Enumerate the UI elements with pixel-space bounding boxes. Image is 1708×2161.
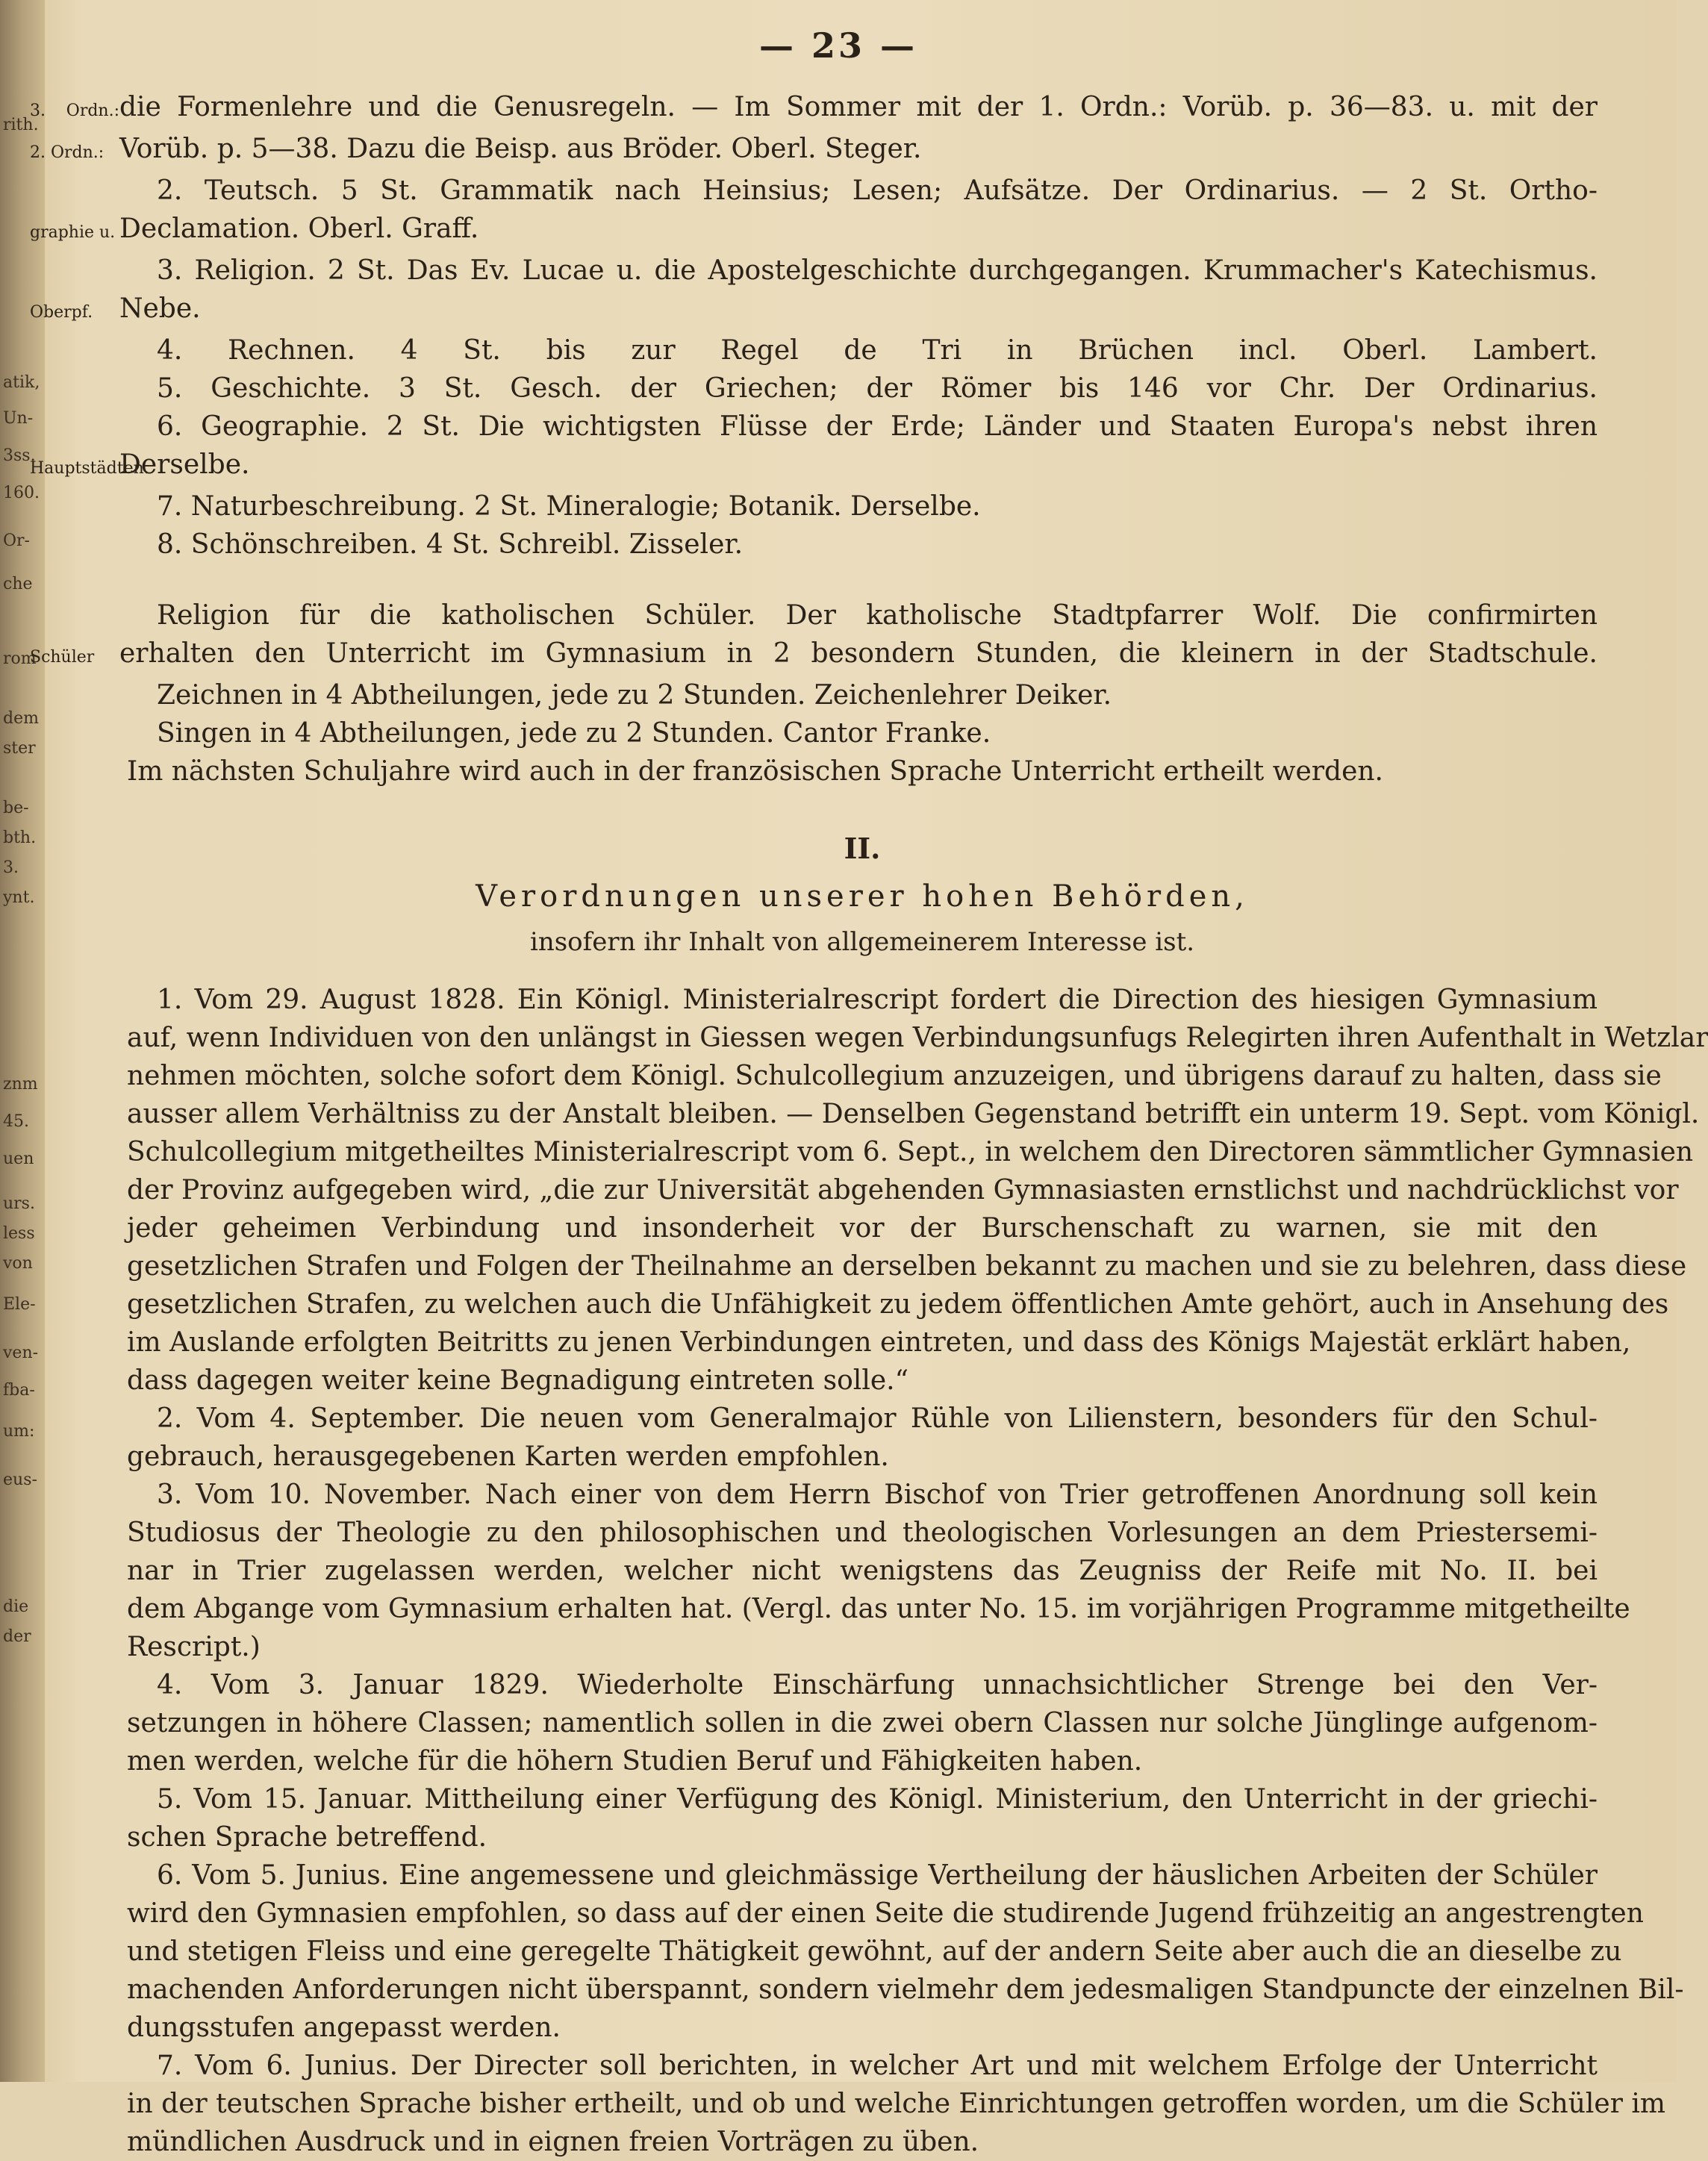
line-text: men werden, welche für die höhern Studien Beruf und Fähigkeiten haben. — [127, 1746, 1143, 1777]
line-text: in der teutschen Sprache bisher ertheilt, und ob und welche Einrichtungen getroffen worden, um die Schüler im — [127, 2089, 1666, 2119]
line-text: Nebe. — [119, 293, 201, 324]
line-text: ausser allem Verhältniss zu der Anstalt bleiben. — Denselben Gegenstand betrifft ein unterm 19. Sept. vom Königl. — [127, 1099, 1700, 1129]
margin-note: urs. — [3, 1194, 35, 1213]
text-line — [127, 2047, 1598, 2085]
text-line — [127, 1856, 1598, 1895]
extra-lessons-block — [30, 596, 1598, 791]
margin-note: 160. — [3, 484, 40, 502]
line-text: 1. Vom 29. August 1828. Ein Königl. Ministerialrescript fordert die Direction des hiesigen Gymnasium — [157, 985, 1598, 1015]
margin-note: um: — [3, 1422, 35, 1441]
line-text: Studiosus der Theologie zu den philosophischen und theologischen Vorlesungen an dem Priestersemi- — [127, 1518, 1598, 1548]
text-line — [127, 408, 1598, 446]
line-text: 5. Vom 15. Januar. Mittheilung einer Verfügung des Königl. Ministerium, den Unterricht in der griechi- — [157, 1784, 1598, 1815]
text-line — [127, 1171, 1679, 1209]
line-text: 2. Teutsch. 5 St. Grammatik nach Heinsius; Lesen; Aufsätze. Der Ordinarius. — 2 St. Ortho- — [157, 175, 1598, 206]
line-margin-label: Oberpf. — [30, 303, 93, 322]
line-text: mündlichen Ausdruck und in eignen freien Vorträgen zu üben. — [127, 2127, 979, 2157]
line-text: auf, wenn Individuen von den unlängst in Giessen wegen Verbindungsunfugs Relegirten ihren Aufenthalt in Wetzlar — [127, 1023, 1708, 1053]
line-text: gesetzlichen Strafen und Folgen der Theilnahme an derselben bekannt zu machen und sie zu belehren, dass diese — [127, 1251, 1687, 1282]
text-line — [127, 1780, 1598, 1818]
line-text: setzungen in höhere Classen; namentlich sollen in die zwei obern Classen nur solche Jünglinge aufgenom- — [127, 1708, 1598, 1739]
text-line — [127, 1628, 1598, 1666]
lesson-plan-block — [30, 88, 1598, 564]
text-line — [127, 1476, 1598, 1514]
line-text: Singen in 4 Abtheilungen, jede zu 2 Stunden. Cantor Franke. — [157, 718, 991, 749]
text-line — [127, 487, 1598, 526]
margin-note: rom — [3, 649, 37, 668]
text-line — [127, 1552, 1598, 1590]
section-title: Verordnungen unserer hohen Behörden, — [476, 879, 1249, 914]
line-text: gebrauch, herausgegebenen Karten werden empfohlen. — [127, 1441, 889, 1472]
margin-note: der — [3, 1627, 31, 1646]
margin-note: Un- — [3, 409, 34, 428]
text-line — [127, 1400, 1598, 1438]
line-text: Religion für die katholischen Schüler. Der katholische Stadtpfarrer Wolf. Die confirmirten — [157, 600, 1598, 631]
decrees-block — [127, 981, 1708, 2161]
text-line — [127, 1247, 1687, 1285]
text-line — [127, 1895, 1644, 1933]
page-number: — 23 — — [758, 25, 918, 66]
line-text: machenden Anforderungen nicht überspannt, sondern vielmehr dem jedesmaligen Standpuncte der einzelnen Bil- — [127, 1974, 1684, 2005]
text-line — [127, 596, 1598, 634]
text-line — [127, 1133, 1694, 1171]
text-line — [127, 1704, 1598, 1742]
line-text: Derselbe. — [119, 449, 250, 480]
line-text: erhalten den Unterricht im Gymnasium in 2 besondern Stunden, die kleinern in der Stadtschule. — [119, 638, 1598, 669]
line-text: Zeichnen in 4 Abtheilungen, jede zu 2 Stunden. Zeichenlehrer Deiker. — [157, 680, 1112, 711]
line-margin-label: 3. Ordn.: — [30, 102, 119, 120]
text-line — [127, 2009, 1598, 2047]
text-line — [127, 1209, 1598, 1247]
margin-note: 3. — [3, 858, 19, 877]
line-margin-label: Hauptstädten. — [30, 459, 149, 478]
margin-note: rith. — [3, 116, 39, 134]
text-line — [30, 130, 1598, 172]
line-text: 3. Vom 10. November. Nach einer von dem Herrn Bischof von Trier getroffenen Anordnung soll kein — [157, 1479, 1598, 1510]
line-text: Vorüb. p. 5—38. Dazu die Beisp. aus Bröder. Oberl. Steger. — [119, 134, 922, 164]
text-line — [127, 1818, 1598, 1856]
line-text: nehmen möchten, solche sofort dem Königl. Schulcollegium anzuzeigen, und übrigens darauf zu halten, dass sie — [127, 1061, 1662, 1091]
text-line — [127, 1971, 1684, 2009]
line-text: der Provinz aufgegeben wird, „die zur Universität abgehenden Gymnasiasten ernstlichst und nachdrücklichst vor — [127, 1175, 1679, 1206]
text-line — [127, 526, 1598, 564]
text-line — [30, 446, 1598, 487]
margin-note: die — [3, 1597, 29, 1616]
margin-note: che — [3, 575, 33, 593]
text-line — [127, 252, 1598, 290]
margin-note: Ele- — [3, 1295, 36, 1314]
margin-note: atik, — [3, 373, 40, 392]
margin-note: 3ss. — [3, 446, 36, 465]
margin-note: eus- — [3, 1471, 37, 1489]
text-line — [127, 1742, 1598, 1780]
text-line — [127, 1057, 1662, 1095]
text-line — [127, 172, 1598, 210]
margin-note: be- — [3, 799, 29, 817]
line-text: Rescript.) — [127, 1632, 261, 1662]
margin-note: znm — [3, 1075, 38, 1094]
text-line — [127, 2085, 1666, 2123]
text-line — [30, 290, 1598, 331]
margin-note: less — [3, 1224, 35, 1243]
text-line — [127, 1285, 1669, 1323]
margin-note: dem — [3, 709, 39, 728]
line-text: Im nächsten Schuljahre wird auch in der französischen Sprache Unterricht ertheilt werden. — [127, 756, 1383, 787]
text-line — [127, 676, 1598, 714]
text-line — [127, 752, 1598, 791]
text-line — [30, 634, 1598, 676]
line-text: 6. Vom 5. Junius. Eine angemessene und gleichmässige Vertheilung der häuslichen Arbeiten der Schüler — [157, 1860, 1598, 1891]
text-line — [127, 1666, 1598, 1704]
line-margin-label: Schüler — [30, 648, 95, 667]
text-line — [127, 1019, 1708, 1057]
text-line — [127, 1933, 1622, 1971]
line-text: gesetzlichen Strafen, zu welchen auch die Unfähigkeit zu jedem öffentlichen Amte gehört, auch in Ansehung des — [127, 1289, 1669, 1320]
line-text: jeder geheimen Verbindung und insonderheit vor der Burschenschaft zu warnen, sie mit den — [127, 1213, 1598, 1244]
line-text: Schulcollegium mitgetheiltes Ministerialrescript vom 6. Sept., in welchem den Directoren sämmtlicher Gymnasien — [127, 1137, 1694, 1167]
margin-note: ynt. — [3, 888, 35, 907]
line-text: 5. Geschichte. 3 St. Gesch. der Griechen; der Römer bis 146 vor Chr. Der Ordinarius. — [157, 373, 1598, 404]
text-line — [127, 1438, 1598, 1476]
section-number: II. — [844, 832, 881, 865]
line-text: dem Abgange vom Gymnasium erhalten hat. (Vergl. das unter No. 15. im vorjährigen Programme mitgetheilte — [127, 1594, 1630, 1624]
margin-note: uen — [3, 1150, 34, 1168]
margin-note: bth. — [3, 829, 37, 847]
line-text: dungsstufen angepasst werden. — [127, 2012, 561, 2043]
text-line — [127, 331, 1598, 369]
line-text: und stetigen Fleiss und eine geregelte Thätigkeit gewöhnt, auf der andern Seite aber auch die an dieselbe zu — [127, 1936, 1622, 1967]
line-text: 2. Vom 4. September. Die neuen vom Generalmajor Rühle von Lilienstern, besonders für den Schul- — [157, 1403, 1598, 1434]
text-line — [30, 210, 1598, 252]
section-subtitle: insofern ihr Inhalt von allgemeinerem Interesse ist. — [529, 927, 1195, 957]
margin-note: ven- — [3, 1344, 39, 1362]
line-text: wird den Gymnasien empfohlen, so dass auf der einen Seite die studirende Jugend frühzeitig an angestrengten — [127, 1898, 1644, 1929]
text-line — [127, 1362, 1598, 1400]
line-text: Declamation. Oberl. Graff. — [119, 213, 479, 244]
text-line — [127, 714, 1598, 752]
text-line — [127, 2123, 1598, 2161]
line-text: im Auslande erfolgten Beitritts zu jenen Verbindungen eintreten, und dass des Königs Majestät erklärt haben, — [127, 1327, 1631, 1358]
line-text: schen Sprache betreffend. — [127, 1822, 487, 1853]
line-margin-label: graphie u. — [30, 223, 116, 242]
line-text: 7. Naturbeschreibung. 2 St. Mineralogie; Botanik. Derselbe. — [157, 491, 981, 522]
text-line — [127, 1514, 1598, 1552]
line-text: 7. Vom 6. Junius. Der Directer soll berichten, in welcher Art und mit welchem Erfolge der Unterricht — [157, 2051, 1598, 2081]
text-line — [127, 1590, 1630, 1628]
line-text: 3. Religion. 2 St. Das Ev. Lucae u. die Apostelgeschichte durchgegangen. Krummacher's Katechismus. — [157, 255, 1598, 286]
text-line — [127, 981, 1598, 1019]
line-text: nar in Trier zugelassen werden, welcher nicht wenigstens das Zeugniss der Reife mit No. II. bei — [127, 1556, 1598, 1586]
page-content — [30, 88, 1708, 2161]
line-text: 8. Schönschreiben. 4 St. Schreibl. Zisseler. — [157, 529, 744, 560]
line-margin-label: 2. Ordn.: — [30, 143, 105, 162]
line-text: die Formenlehre und die Genusregeln. — Im Sommer mit der 1. Ordn.: Vorüb. p. 36—83. u. mit der — [119, 92, 1598, 122]
line-text: 4. Rechnen. 4 St. bis zur Regel de Tri in Brüchen incl. Oberl. Lambert. — [157, 335, 1598, 366]
line-text: 4. Vom 3. Januar 1829. Wiederholte Einschärfung unnachsichtlicher Strenge bei den Ver- — [157, 1670, 1598, 1700]
text-line — [127, 1095, 1700, 1133]
margin-note: von — [3, 1254, 33, 1273]
text-line — [30, 88, 1598, 130]
margin-note: Or- — [3, 531, 30, 550]
line-text: 6. Geographie. 2 St. Die wichtigsten Flüsse der Erde; Länder und Staaten Europa's nebst ihren — [157, 411, 1598, 442]
line-text: dass dagegen weiter keine Begnadigung eintreten solle.“ — [127, 1365, 908, 1396]
margin-note: ster — [3, 739, 36, 758]
text-line — [127, 369, 1598, 408]
margin-note: fba- — [3, 1381, 35, 1400]
text-line — [127, 1323, 1631, 1362]
margin-note: 45. — [3, 1112, 29, 1131]
